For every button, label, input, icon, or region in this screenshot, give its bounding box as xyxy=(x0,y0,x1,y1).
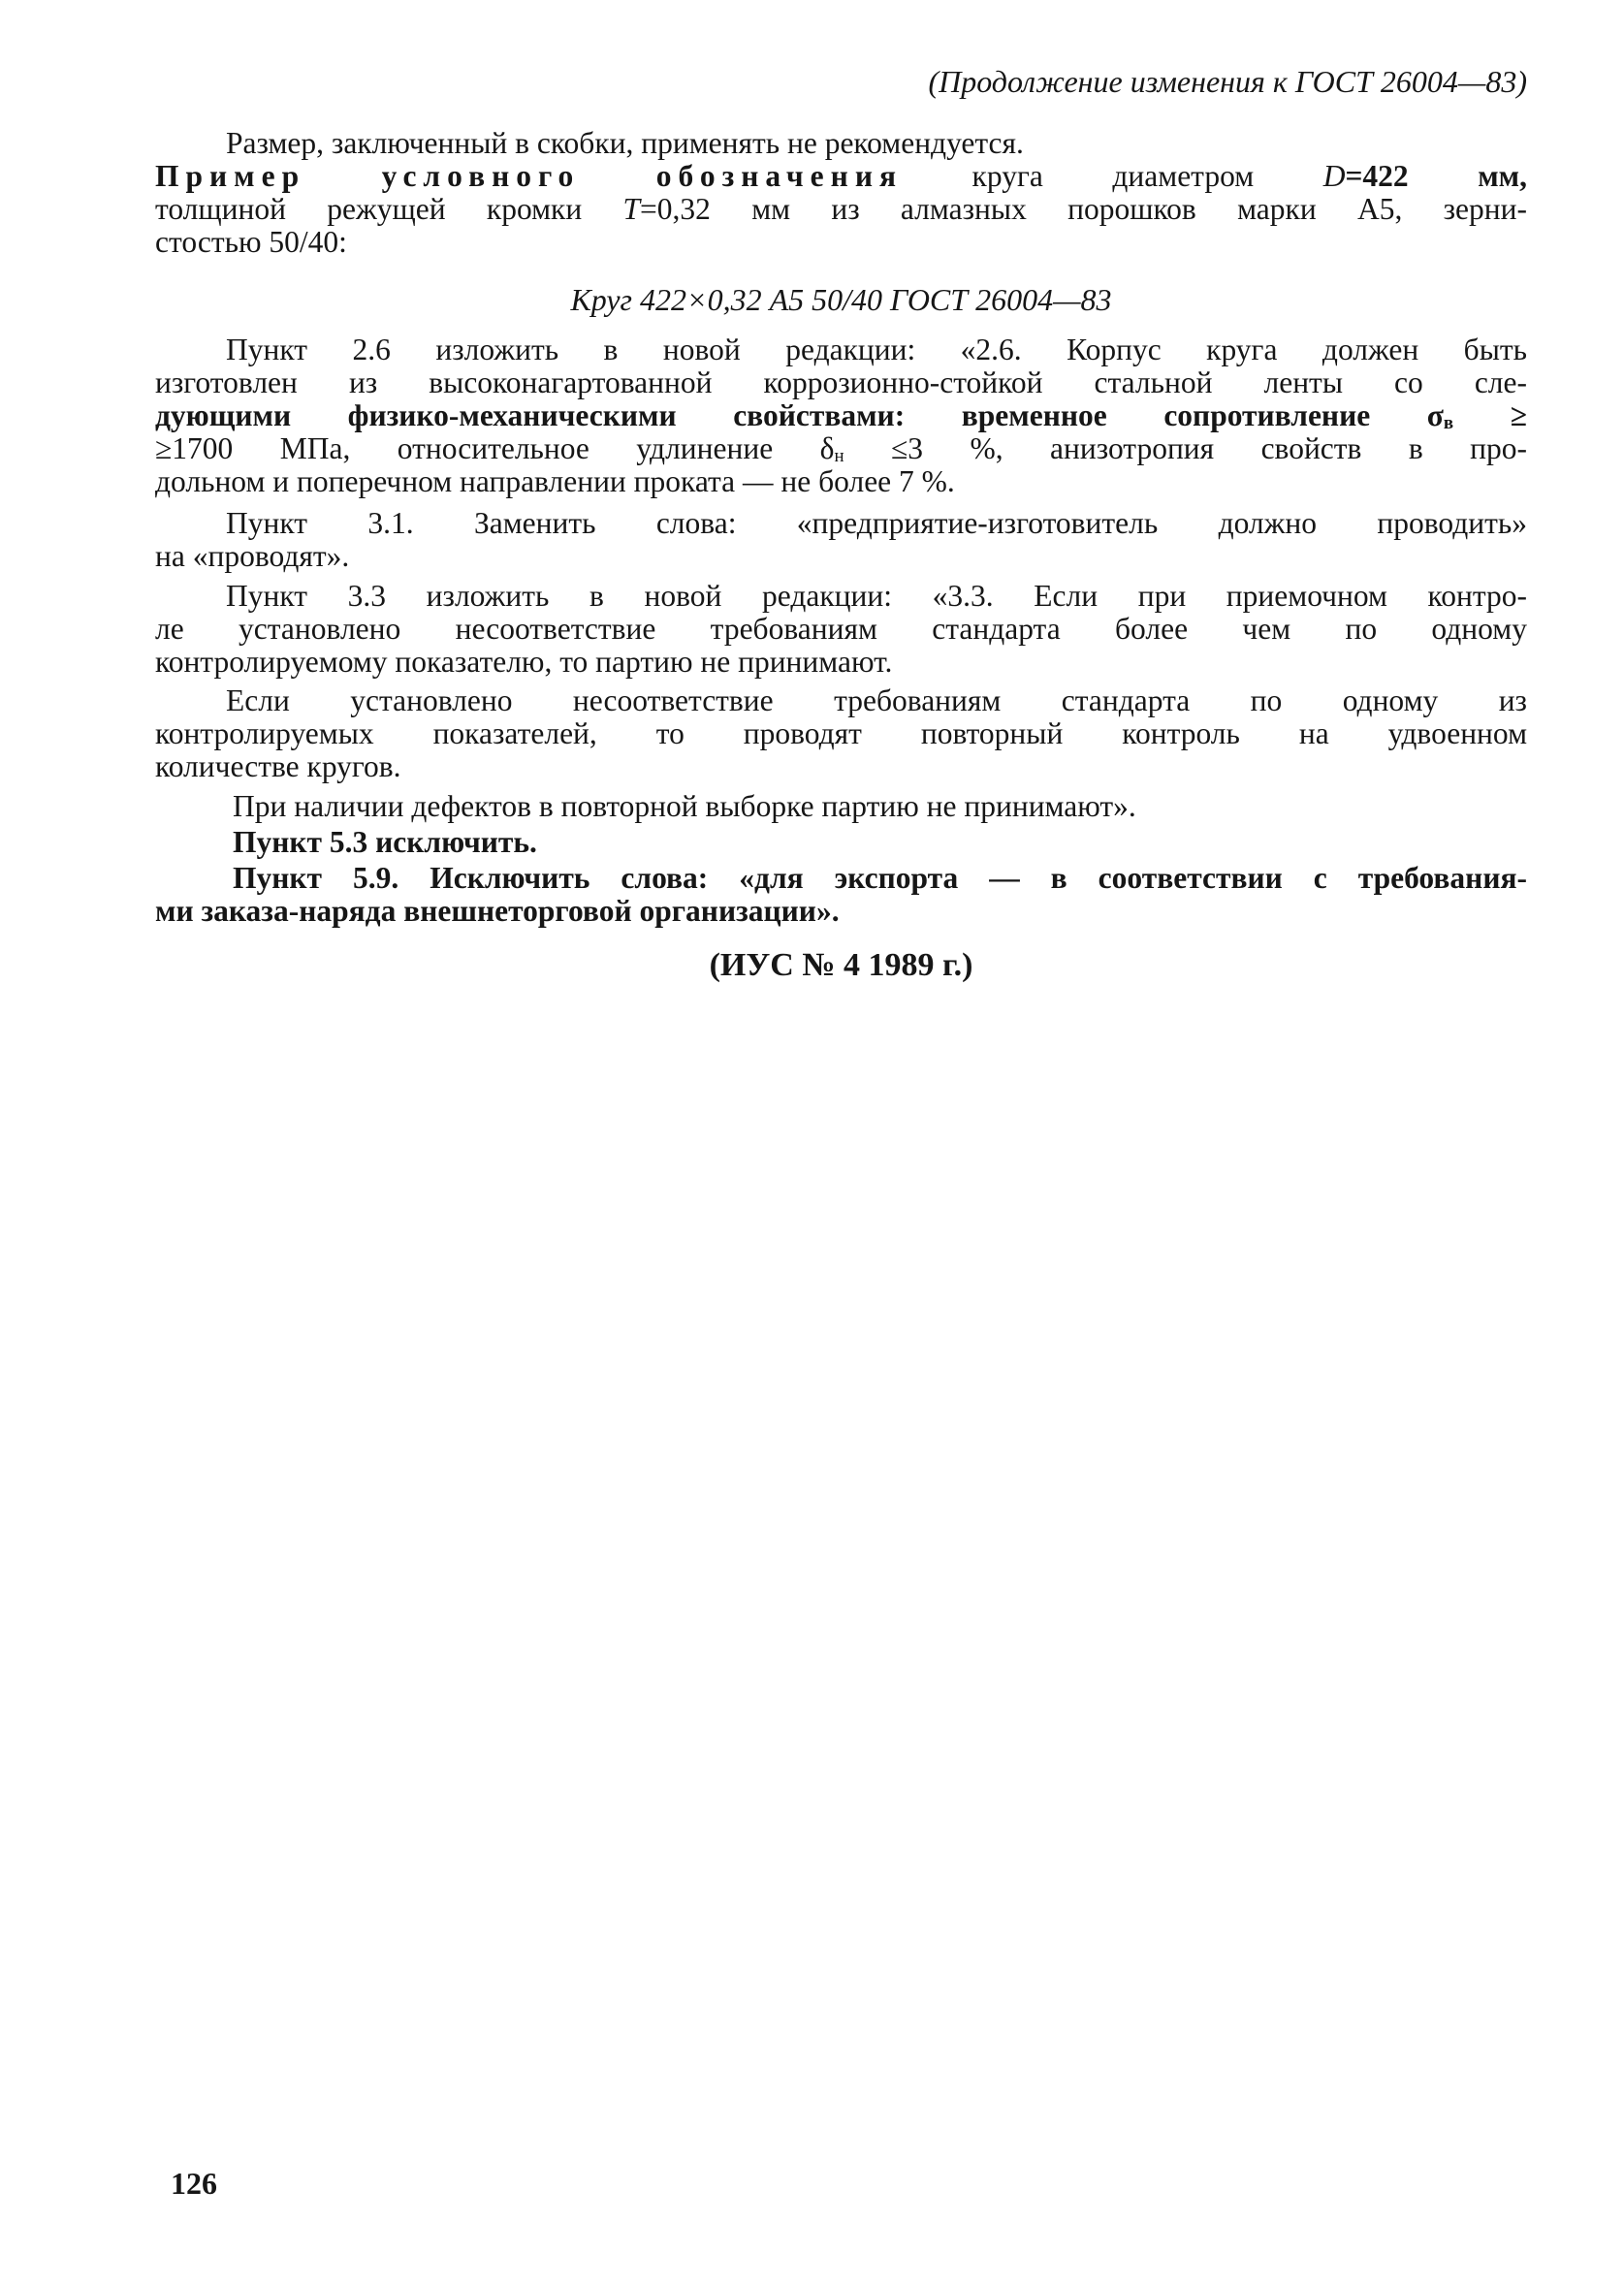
variable-t: T xyxy=(622,192,641,226)
paragraph-line: количестве кругов. xyxy=(155,749,401,783)
paragraph-line: контролируемых показателей, то проводят повторный контроль на удвоенном xyxy=(155,716,1527,750)
text-fragment: =0,32 мм из алмазных порошков марки А5, зерни- xyxy=(640,192,1527,226)
text-fragment: толщиной режущей кромки xyxy=(155,192,623,226)
text-fragment: ≥ xyxy=(1453,398,1527,432)
text-fragment: =422 мм, xyxy=(1345,159,1527,193)
example-label: Пример условного обозначения xyxy=(155,159,904,193)
text-line: Размер, заключенный в скобки, применять не рекомендуется. xyxy=(226,126,1024,160)
paragraph-line: дольном и поперечном направлении проката — не более 7 %. xyxy=(155,464,955,498)
text-fragment: ≥1700 МПа, относительное удлинение δ xyxy=(155,431,835,465)
text-fragment: ≤3 %, анизотропия свойств в про- xyxy=(844,431,1527,465)
paragraph-line: Пункт 3.1. Заменить слова: «предприятие-изготовитель должно проводить» xyxy=(226,506,1527,540)
page-number: 126 xyxy=(171,2166,217,2201)
paragraph-line: ми заказа-наряда внешнеторговой организации». xyxy=(155,894,840,928)
paragraph-line: При наличии дефектов в повторной выборке партию не принимают». xyxy=(233,789,1136,823)
text-fragment: дующими физико-механическими свойствами: временное сопротивление σ xyxy=(155,398,1444,432)
paragraph-line: Пункт 3.3 изложить в новой редакции: «3.3. Если при приемочном контро- xyxy=(226,579,1527,613)
text-line xyxy=(155,194,1527,225)
subscript: н xyxy=(834,445,844,466)
paragraph-line: Пункт 2.6 изложить в новой редакции: «2.6. Корпус круга должен быть xyxy=(226,333,1527,366)
paragraph-line xyxy=(155,433,1527,466)
text-fragment: круга диаметром xyxy=(903,159,1323,193)
example-line xyxy=(155,161,1527,192)
subscript: в xyxy=(1443,412,1454,433)
text-line: стостью 50/40: xyxy=(155,225,347,259)
paragraph-line: контролируемому показателю, то партию не принимают. xyxy=(155,645,893,679)
source-reference: (ИУС № 4 1989 г.) xyxy=(709,947,973,983)
paragraph-line: Пункт 5.3 исключить. xyxy=(233,825,537,859)
paragraph-line: ле установлено несоответствие требованиям стандарта более чем по одному xyxy=(155,612,1527,646)
page-header: (Продолжение изменения к ГОСТ 26004—83) xyxy=(928,64,1527,99)
paragraph-line: Если установлено несоответствие требованиям стандарта по одному из xyxy=(226,683,1527,717)
designation-formula: Круг 422×0,32 А5 50/40 ГОСТ 26004—83 xyxy=(570,282,1112,317)
variable-d: D xyxy=(1322,159,1346,193)
paragraph-line: изготовлен из высоконагартованной коррозионно-стойкой стальной ленты со сле- xyxy=(155,365,1527,399)
paragraph-line xyxy=(155,400,1527,433)
paragraph-line: Пункт 5.9. Исключить слова: «для экспорта — в соответствии с требования- xyxy=(233,861,1527,895)
paragraph-line: на «проводят». xyxy=(155,539,350,573)
